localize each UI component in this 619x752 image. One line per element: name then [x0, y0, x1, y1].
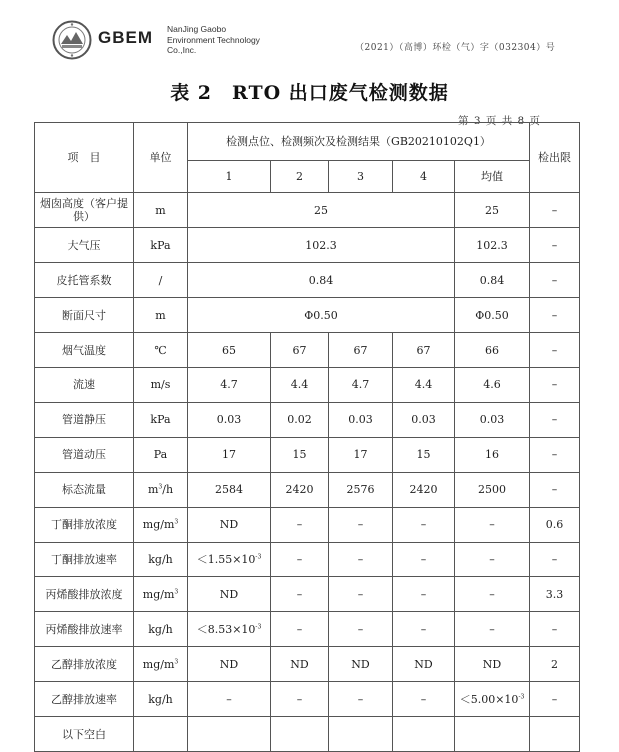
blank-cell — [530, 717, 580, 752]
unit-label: kPa — [150, 413, 171, 427]
row-item-label: 以下空白 — [62, 727, 106, 741]
table-row — [35, 647, 580, 682]
limit-text: – — [551, 692, 558, 706]
header-limit: 检出限 — [530, 123, 580, 193]
detection-limit — [530, 263, 580, 298]
value-1 — [188, 507, 271, 542]
row-item-label: 丙烯酸排放速率 — [45, 622, 123, 636]
value-text: – — [489, 587, 495, 601]
detection-limit — [530, 542, 580, 577]
row-unit — [134, 402, 188, 437]
row-unit — [134, 333, 188, 368]
value-text: 0.03 — [348, 413, 373, 427]
value-text: 66 — [485, 343, 499, 357]
value-average — [455, 263, 530, 298]
value-text: 0.03 — [479, 413, 505, 427]
value-text: – — [357, 692, 364, 706]
row-item-label: 烟囱高度（客户提供） — [40, 197, 128, 224]
superscript: -3 — [255, 623, 262, 631]
table-row — [35, 577, 580, 612]
value-text: – — [489, 622, 495, 636]
value-average — [455, 612, 530, 647]
table-row — [35, 333, 580, 368]
unit-label: kPa — [150, 238, 171, 252]
row-item — [35, 263, 134, 298]
value-text: 4.7 — [220, 378, 238, 392]
row-unit — [134, 472, 188, 507]
row-item-label: 乙醇排放浓度 — [51, 657, 117, 671]
value-base: ＜5.00×10 — [459, 692, 519, 706]
table-row — [35, 368, 580, 403]
table-row — [35, 402, 580, 437]
freq-header-avg: 均值 — [455, 161, 530, 193]
unit-tail: /h — [162, 483, 174, 497]
detection-limit — [530, 228, 580, 263]
superscript: 3 — [174, 518, 179, 526]
value-1 — [188, 577, 271, 612]
value-2 — [271, 472, 329, 507]
value-text: – — [226, 692, 232, 706]
detection-limit — [530, 682, 580, 717]
value-text: – — [296, 552, 303, 566]
detection-limit — [530, 193, 580, 228]
limit-text: – — [551, 378, 558, 392]
company-line-3: Co.,Inc. — [167, 45, 197, 55]
value-text: ND — [290, 657, 309, 671]
row-item — [35, 368, 134, 403]
value-text: ND — [482, 657, 502, 671]
value-text: – — [420, 518, 427, 532]
unit-label: Pa — [153, 448, 168, 462]
header-unit — [134, 123, 188, 193]
value-text: 15 — [292, 448, 307, 462]
table-title: 表 2 RTO 出口废气检测数据 — [170, 82, 449, 104]
value-average — [455, 472, 530, 507]
unit-label: m — [155, 203, 166, 217]
value-text: 67 — [353, 343, 368, 357]
blank-cell — [271, 717, 329, 752]
detection-limit — [530, 577, 580, 612]
row-item-label: 管道动压 — [62, 448, 106, 462]
emission-data-table — [34, 122, 580, 752]
row-item-label: 断面尺寸 — [62, 308, 106, 322]
value-base: ＜8.53×10 — [196, 622, 256, 636]
value-3 — [329, 507, 393, 542]
value-4 — [393, 647, 455, 682]
value-4 — [393, 507, 455, 542]
value-text: 0.84 — [479, 273, 505, 287]
row-item-label: 烟气温度 — [62, 343, 106, 357]
value-text: – — [296, 587, 303, 601]
row-unit — [134, 437, 188, 472]
value-text: 2584 — [215, 483, 243, 497]
row-item — [35, 507, 134, 542]
detection-limit — [530, 647, 580, 682]
value-2 — [271, 577, 329, 612]
detection-limit — [530, 507, 580, 542]
unit-label: kg/h — [148, 622, 173, 636]
value-3 — [329, 682, 393, 717]
value-1 — [188, 402, 271, 437]
value-average — [455, 402, 530, 437]
value-average — [455, 333, 530, 368]
value-1 — [188, 368, 271, 403]
value-text: 17 — [353, 448, 368, 462]
value-text: 2420 — [409, 483, 438, 497]
value-1 — [188, 647, 271, 682]
value-4 — [393, 542, 455, 577]
row-item-label: 丙烯酸排放浓度 — [45, 587, 123, 601]
value-text: 16 — [485, 448, 499, 462]
limit-text: – — [551, 203, 558, 217]
value-average — [455, 228, 530, 263]
value-3 — [329, 472, 393, 507]
row-unit — [134, 507, 188, 542]
company-logo — [52, 20, 92, 60]
value-text: – — [357, 552, 364, 566]
value-average — [455, 298, 530, 333]
value-1 — [188, 612, 271, 647]
value-3 — [329, 612, 393, 647]
company-line-1: NanJing Gaobo — [167, 24, 227, 34]
unit-base: mg/m — [142, 518, 175, 532]
value-text: – — [420, 622, 427, 636]
superscript: 3 — [174, 588, 179, 596]
unit-base: mg/m — [142, 587, 175, 601]
row-item — [35, 298, 134, 333]
blank-cell — [329, 717, 393, 752]
value-text: – — [420, 692, 427, 706]
row-unit — [134, 647, 188, 682]
header-item: 项 目 — [35, 123, 134, 193]
freq-header-2: 2 — [271, 161, 329, 193]
row-item — [35, 542, 134, 577]
row-item — [35, 682, 134, 717]
value-average — [455, 437, 530, 472]
value-3 — [329, 647, 393, 682]
value-text: – — [420, 552, 427, 566]
unit-label: / — [158, 273, 163, 287]
value-2 — [271, 647, 329, 682]
freq-header-4: 4 — [393, 161, 455, 193]
value-text: 4.6 — [483, 378, 501, 392]
unit-base: mg/m — [142, 657, 175, 671]
table-row — [35, 437, 580, 472]
table-row — [35, 298, 580, 333]
row-item — [35, 577, 134, 612]
unit-label: m — [155, 308, 166, 322]
row-unit — [134, 612, 188, 647]
value-text: – — [489, 518, 495, 532]
value-text: 65 — [222, 343, 236, 357]
value-text: 4.4 — [290, 378, 309, 392]
value-text: 17 — [222, 448, 236, 462]
value-base: ＜1.55×10 — [196, 552, 256, 566]
company-line-2: Environment Technology — [167, 34, 260, 45]
merged-value — [188, 298, 455, 333]
value-text: – — [357, 587, 364, 601]
header-unit-label: 单位 — [149, 151, 172, 165]
detection-limit — [530, 368, 580, 403]
value-text: 15 — [416, 448, 431, 462]
value-text: – — [357, 622, 364, 636]
value-text: Φ0.50 — [475, 308, 509, 322]
page-info: 第 3 页 共 8 页 — [458, 115, 542, 127]
row-item-label: 大气压 — [67, 238, 101, 252]
row-unit — [134, 263, 188, 298]
value-3 — [329, 437, 393, 472]
row-item — [35, 647, 134, 682]
value-2 — [271, 437, 329, 472]
value-text: 67 — [416, 343, 431, 357]
limit-text: – — [551, 483, 558, 497]
value-4 — [393, 472, 455, 507]
value-text: ND — [219, 587, 239, 601]
value-average — [455, 507, 530, 542]
row-unit — [134, 577, 188, 612]
freq-header-3: 3 — [329, 161, 393, 193]
value-text: – — [296, 622, 303, 636]
value-3 — [329, 333, 393, 368]
limit-text: – — [551, 238, 558, 252]
value-text: – — [296, 518, 303, 532]
value-text: 2576 — [346, 483, 375, 497]
value-1 — [188, 333, 271, 368]
merged-value-text: 102.3 — [305, 238, 337, 252]
unit-label: ℃ — [154, 343, 167, 357]
value-3 — [329, 577, 393, 612]
value-text: – — [296, 692, 303, 706]
row-item-label: 标态流量 — [62, 483, 106, 497]
value-text: ND — [414, 657, 433, 671]
row-item — [35, 333, 134, 368]
table-row — [35, 717, 580, 752]
row-unit — [134, 542, 188, 577]
blank-cell — [393, 717, 455, 752]
freq-header-1: 1 — [188, 161, 271, 193]
row-item-label: 乙醇排放速率 — [51, 692, 117, 706]
row-item-label: 丁酮排放浓度 — [51, 518, 117, 532]
blank-cell — [188, 717, 271, 752]
value-2 — [271, 368, 329, 403]
detection-limit — [530, 298, 580, 333]
unit-label: kg/h — [148, 692, 173, 706]
limit-text: – — [551, 622, 558, 636]
value-1 — [188, 682, 271, 717]
limit-text: – — [551, 308, 558, 322]
value-average — [455, 542, 530, 577]
value-text: 0.03 — [216, 413, 242, 427]
company-name — [167, 24, 260, 56]
limit-text: – — [551, 273, 558, 287]
row-unit — [134, 193, 188, 228]
value-4 — [393, 402, 455, 437]
detection-limit — [530, 612, 580, 647]
brand-name: GBEM — [98, 28, 153, 47]
merged-value-text: 0.84 — [308, 273, 334, 287]
row-unit — [134, 368, 188, 403]
value-average — [455, 647, 530, 682]
limit-text: – — [551, 448, 558, 462]
blank-cell — [455, 717, 530, 752]
value-text: 102.3 — [476, 238, 508, 252]
value-average — [455, 193, 530, 228]
table-row — [35, 193, 580, 228]
superscript: 3 — [158, 483, 163, 491]
row-unit — [134, 228, 188, 263]
table-row — [35, 472, 580, 507]
row-item — [35, 228, 134, 263]
row-item — [35, 402, 134, 437]
row-item-label: 管道静压 — [62, 413, 106, 427]
value-4 — [393, 577, 455, 612]
value-2 — [271, 333, 329, 368]
unit-label: kg/h — [148, 552, 173, 566]
limit-text: 2 — [551, 657, 559, 671]
value-text: ND — [351, 657, 370, 671]
report-number: （2021）（高博）环检（气）字（032304）号 — [355, 43, 556, 53]
detection-limit — [530, 472, 580, 507]
value-average — [455, 577, 530, 612]
row-item — [35, 717, 134, 752]
table-row — [35, 507, 580, 542]
table-row — [35, 228, 580, 263]
unit-label: m/s — [150, 378, 171, 392]
merged-value-text: Φ0.50 — [304, 308, 338, 322]
value-2 — [271, 402, 329, 437]
value-text: 67 — [292, 343, 307, 357]
value-1 — [188, 472, 271, 507]
row-item — [35, 472, 134, 507]
value-3 — [329, 542, 393, 577]
blank-cell — [134, 717, 188, 752]
row-item-label: 流速 — [73, 378, 95, 392]
superscript: -3 — [518, 692, 525, 700]
header-group: 检测点位、检测频次及检测结果（GB20210102Q1） — [188, 123, 530, 161]
value-4 — [393, 368, 455, 403]
table-row — [35, 682, 580, 717]
value-2 — [271, 507, 329, 542]
limit-text: – — [551, 413, 558, 427]
header-row — [35, 123, 580, 161]
detection-limit — [530, 402, 580, 437]
merged-value — [188, 263, 455, 298]
row-unit — [134, 298, 188, 333]
value-text: 4.7 — [351, 378, 370, 392]
superscript: -3 — [255, 553, 262, 561]
table-row — [35, 263, 580, 298]
value-text: – — [357, 518, 364, 532]
table-row — [35, 542, 580, 577]
detection-limit — [530, 437, 580, 472]
table-row — [35, 612, 580, 647]
row-unit — [134, 682, 188, 717]
limit-text: 3.3 — [545, 587, 564, 601]
value-4 — [393, 437, 455, 472]
row-item — [35, 437, 134, 472]
row-item-label: 皮托管系数 — [56, 273, 112, 287]
value-2 — [271, 682, 329, 717]
unit-base: m — [147, 483, 159, 497]
limit-text: 0.6 — [545, 518, 564, 532]
value-text: 0.03 — [411, 413, 436, 427]
limit-text: – — [551, 552, 558, 566]
value-4 — [393, 612, 455, 647]
value-text: 2420 — [285, 483, 314, 497]
row-item — [35, 612, 134, 647]
value-2 — [271, 612, 329, 647]
merged-value-text: 25 — [314, 203, 328, 217]
value-text: ND — [219, 518, 239, 532]
value-text: 0.02 — [287, 413, 312, 427]
value-text: 25 — [485, 203, 499, 217]
value-text: ND — [219, 657, 239, 671]
value-text: 4.4 — [414, 378, 433, 392]
merged-value — [188, 193, 455, 228]
value-4 — [393, 333, 455, 368]
value-2 — [271, 542, 329, 577]
detection-limit — [530, 333, 580, 368]
superscript: 3 — [174, 658, 179, 666]
row-item-label: 丁酮排放速率 — [51, 552, 117, 566]
value-1 — [188, 437, 271, 472]
value-3 — [329, 402, 393, 437]
value-1 — [188, 542, 271, 577]
value-average — [455, 368, 530, 403]
row-item — [35, 193, 134, 228]
value-4 — [393, 682, 455, 717]
merged-value — [188, 228, 455, 263]
value-text: 2500 — [478, 483, 506, 497]
value-text: – — [420, 587, 427, 601]
limit-text: – — [551, 343, 558, 357]
value-average — [455, 682, 530, 717]
value-text: – — [489, 552, 495, 566]
value-3 — [329, 368, 393, 403]
